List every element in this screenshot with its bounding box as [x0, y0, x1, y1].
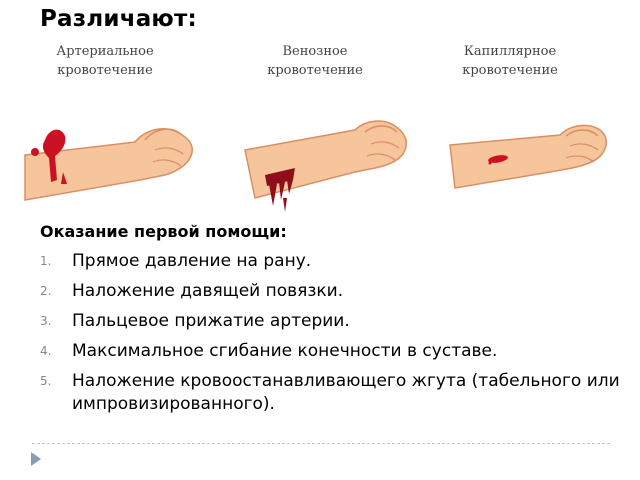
- slide-divider: [32, 443, 610, 444]
- bleeding-type-venous: [215, 40, 415, 215]
- list-item-text: Наложение давящей повязки.: [72, 281, 344, 301]
- arterial-bleeding-illustration: [5, 80, 205, 215]
- bleeding-type-arterial: [5, 40, 205, 215]
- list-item: [40, 250, 620, 273]
- list-item-number: 2.: [40, 284, 52, 298]
- list-item-text: Прямое давление на рану.: [72, 251, 312, 271]
- bleeding-type-label: Артериальное кровотечение: [56, 44, 154, 78]
- list-item-text: Пальцевое прижатие артерии.: [72, 311, 350, 331]
- list-item-number: 4.: [40, 344, 52, 358]
- list-item-number: 1.: [40, 254, 52, 268]
- list-item: [40, 310, 620, 333]
- slide-title: Различают:: [40, 6, 197, 32]
- bleeding-type-label: Венозное кровотечение: [267, 44, 363, 78]
- bleeding-type-capillary: [410, 40, 610, 215]
- list-item-text: Максимальное сгибание конечности в суставе.: [72, 341, 498, 361]
- list-item-text: Наложение кровоостанавливающего жгута (табельного или импровизированного).: [72, 371, 620, 414]
- bleeding-types-row: [0, 0, 640, 215]
- list-item-number: 5.: [40, 374, 52, 388]
- venous-bleeding-illustration: [215, 80, 415, 215]
- list-item: [40, 280, 620, 303]
- list-item: [40, 340, 620, 363]
- first-aid-heading: Оказание первой помощи:: [40, 222, 287, 241]
- list-item: [40, 370, 620, 416]
- first-aid-steps-list: [40, 250, 620, 423]
- play-triangle-icon[interactable]: [30, 451, 42, 467]
- capillary-bleeding-illustration: [410, 80, 610, 215]
- list-item-number: 3.: [40, 314, 52, 328]
- bleeding-type-label: Капиллярное кровотечение: [462, 44, 558, 78]
